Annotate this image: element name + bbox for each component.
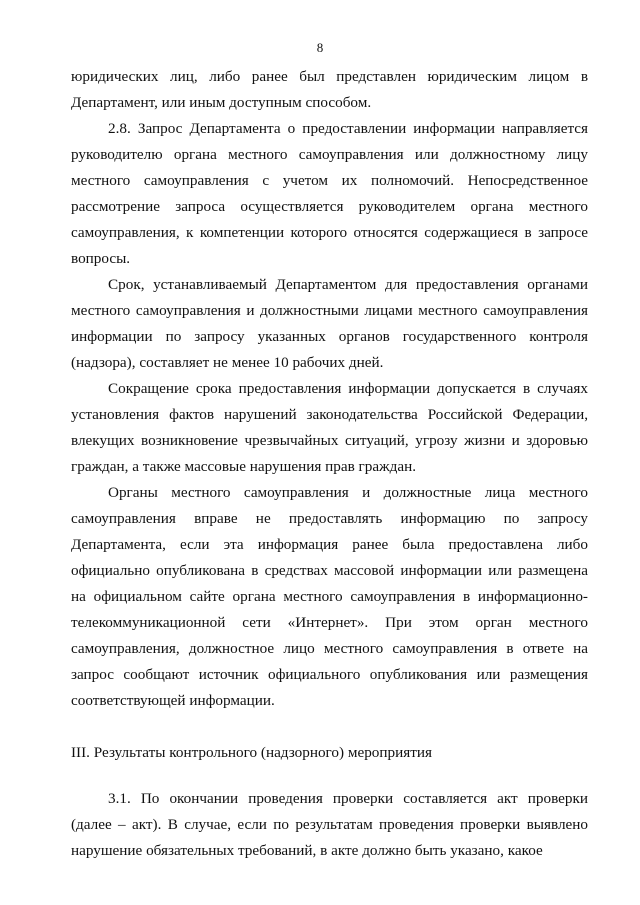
page-number: 8	[316, 40, 324, 55]
paragraph-3-1: 3.1. По окончании проведения проверки составляется акт проверки (далее – акт). В случае, если по результатам проведения проверки выявлено нарушение обязательных требований, в акте должно быть указано, какое	[71, 790, 588, 859]
paragraph-right-to-refuse: Органы местного самоуправления и должностные лица местного самоуправления вправе не предоставлять информацию по запросу Департамента, если эта информация ранее была предоставлена либо официально опубликована в средствах массовой информации или размещена на официальном сайте органа местного самоуправления в информационно-телекоммуникационной сети «Интернет». При этом орган местного самоуправления, должностное лицо местного самоуправления в ответе на запрос сообщают источник официального опубликования или размещения соответствующей информации.	[71, 484, 588, 709]
section-heading: III. Результаты контрольного (надзорного) мероприятия	[71, 744, 432, 761]
paragraph-deadline-reduction: Сокращение срока предоставления информации допускается в случаях установления фактов нарушений законодательства Российской Федерации, влекущих возникновение чрезвычайных ситуаций, угрозу жизни и здоровью граждан, а также массовые нарушения прав граждан.	[71, 380, 588, 475]
paragraph-deadline: Срок, устанавливаемый Департаментом для предоставления органами местного самоуправления и должностными лицами местного самоуправления информации по запросу указанных органов государственного контроля (надзора), составляет не менее 10 рабочих дней.	[71, 276, 588, 371]
document-body	[71, 64, 588, 864]
paragraph-continuation: юридических лиц, либо ранее был представлен юридическим лицом в Департамент, или иным доступным способом.	[71, 68, 588, 111]
paragraph-2-8: 2.8. Запрос Департамента о предоставлении информации направляется руководителю органа местного самоуправления или должностному лицу местного самоуправления с учетом их полномочий. Непосредственное рассмотрение запроса осуществляется руководителем органа местного самоуправления, к компетенции которого относятся содержащиеся в запросе вопросы.	[71, 120, 588, 267]
